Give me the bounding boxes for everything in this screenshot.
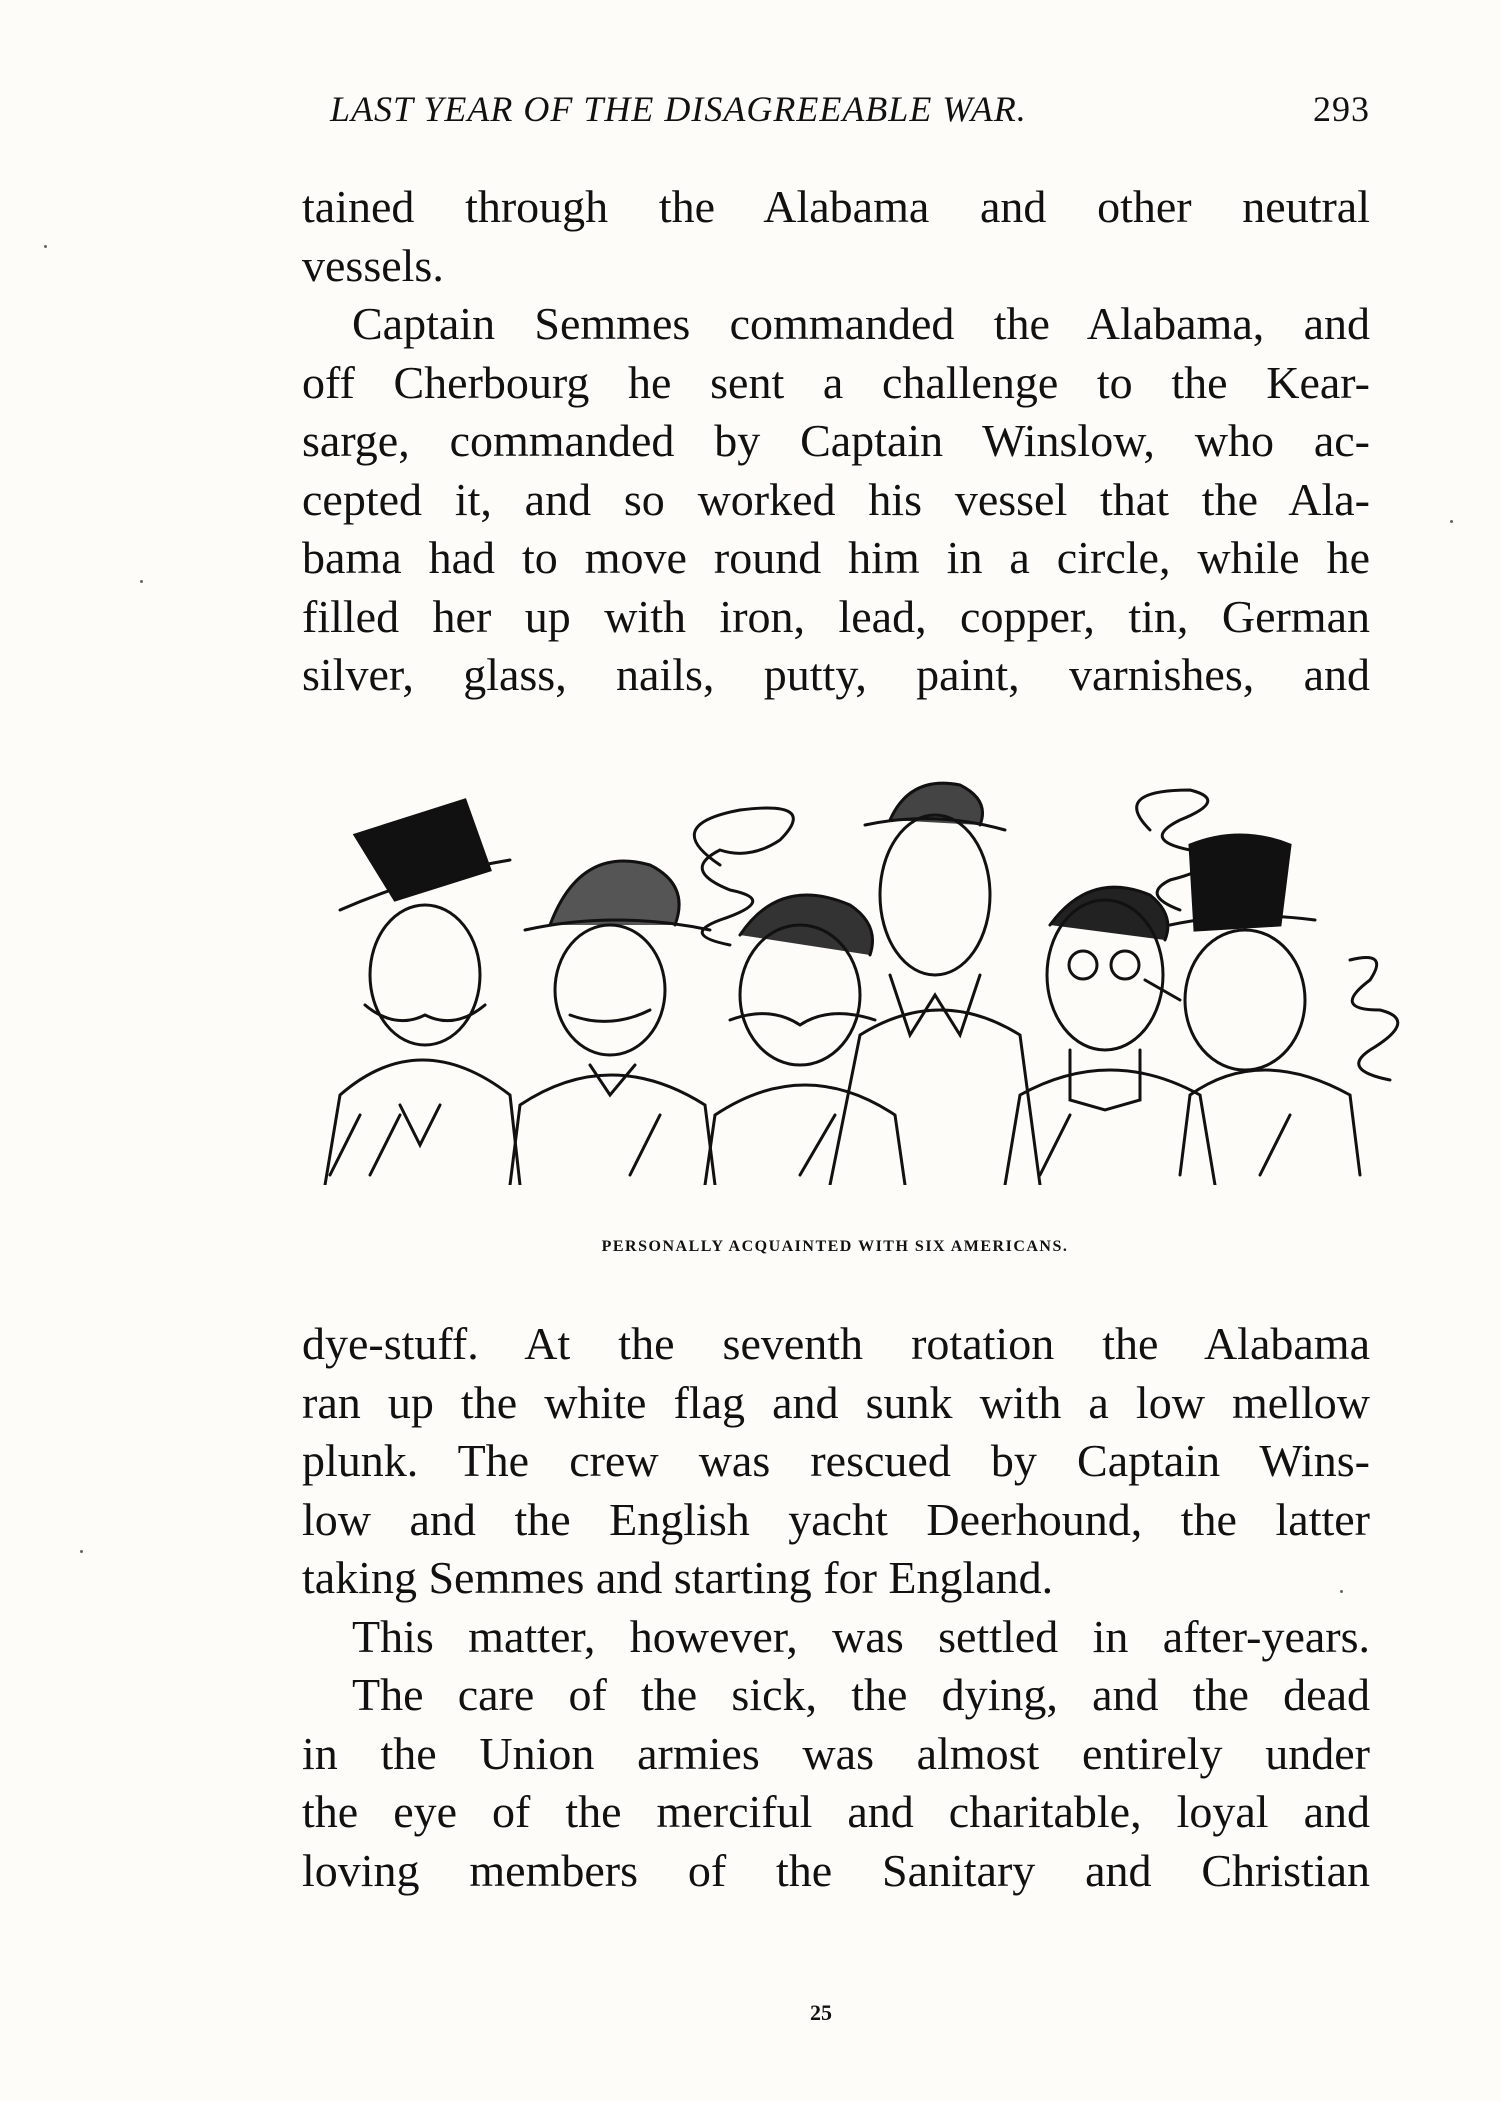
text-line: dye-stuff. At the seventh rotation the Alabama (302, 1318, 1370, 1369)
text-line: low and the English yacht Deerhound, the latter (302, 1493, 1370, 1545)
paper-speck (140, 580, 143, 583)
illustration-caption: PERSONALLY ACQUAINTED WITH SIX AMERICANS. (601, 1238, 1069, 1255)
text-line: The care of the sick, the dying, and the dead (352, 1669, 1370, 1720)
running-title: LAST YEAR OF THE DISAGREEABLE WAR. (330, 89, 1027, 129)
text-line: taking Semmes and starting for England. (302, 1552, 1054, 1603)
text-line: vessels. (302, 239, 444, 291)
six-americans-illustration (300, 775, 1400, 1185)
figure-2-bowler-man (510, 861, 715, 1185)
figure-4-tall-man (830, 783, 1040, 1185)
text-line: sarge, commanded by Captain Winslow, who ac- (302, 415, 1370, 466)
running-header (330, 80, 1370, 140)
text-line: filled her up with iron, lead, copper, tin, German (302, 590, 1370, 642)
signature-mark: 25 (810, 2000, 832, 2025)
figure-6-smoking-top-hat-man (1145, 835, 1360, 1175)
figure-3-mustache-man (705, 895, 905, 1185)
text-line: bama had to move round him in a circle, while he (302, 532, 1370, 583)
page-number: 293 (1313, 89, 1370, 129)
text-line: tained through the Alabama and other neutral (302, 181, 1370, 232)
text-line: silver, glass, nails, putty, paint, varnishes, and (302, 649, 1370, 700)
text-line: cepted it, and so worked his vessel that the Ala- (302, 473, 1370, 525)
text-line: loving members of the Sanitary and Christian (302, 1844, 1370, 1896)
text-line: in the Union armies was almost entirely under (302, 1727, 1370, 1779)
paper-speck (80, 1550, 83, 1553)
text-line: the eye of the merciful and charitable, loyal and (302, 1786, 1370, 1837)
text-line: ran up the white flag and sunk with a low mellow (302, 1376, 1370, 1428)
text-line: This matter, however, was settled in after-years. (352, 1610, 1370, 1662)
paper-speck (44, 245, 47, 248)
text-line: plunk. The crew was rescued by Captain Wins- (302, 1435, 1370, 1486)
text-line: off Cherbourg he sent a challenge to the Kear- (302, 356, 1370, 408)
text-line: Captain Semmes commanded the Alabama, and (352, 298, 1370, 349)
paper-speck (1340, 1590, 1343, 1593)
paper-speck (1450, 520, 1453, 523)
